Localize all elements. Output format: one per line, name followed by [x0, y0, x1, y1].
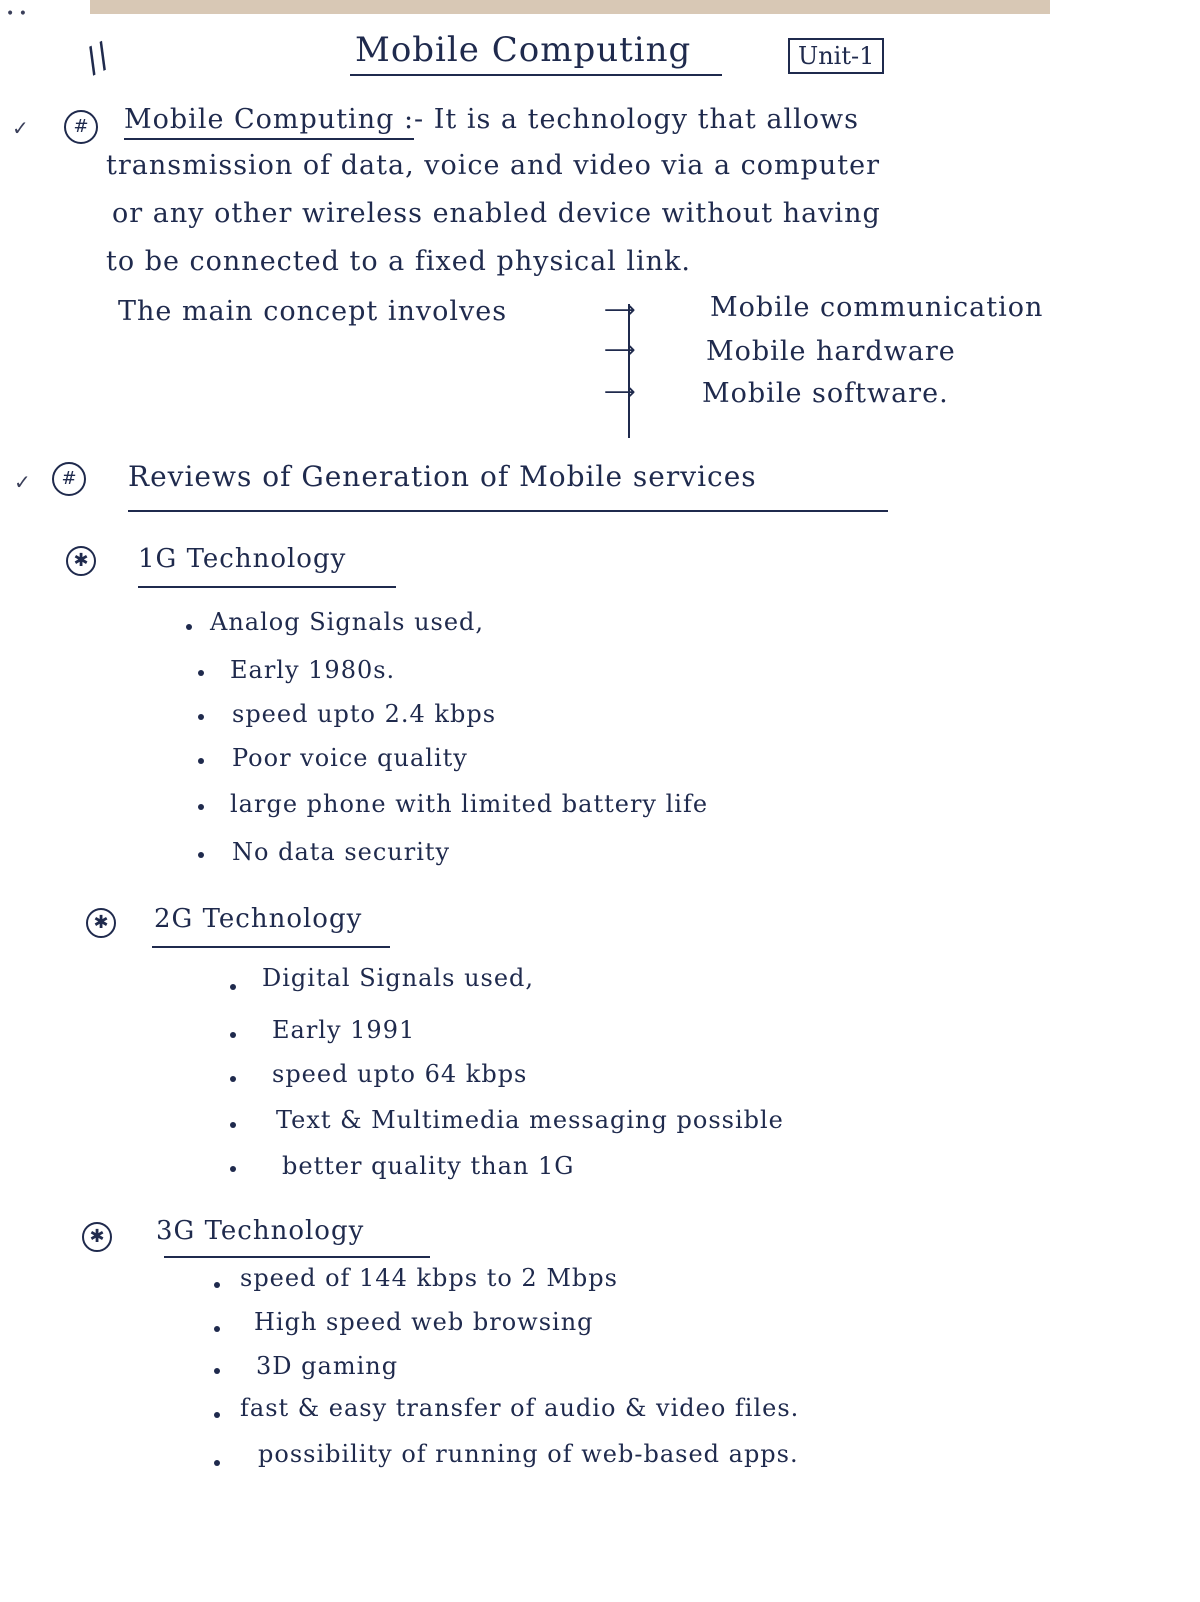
gen-2g-point: Text & Multimedia messaging possible: [276, 1106, 784, 1134]
bullet-dot: [198, 670, 204, 676]
asterisk-bullet-icon: ✱: [86, 908, 116, 938]
gen-2g-point: Early 1991: [272, 1016, 416, 1044]
margin-tick-icon: ✓: [12, 116, 29, 140]
gen-1g-point: speed upto 2.4 kbps: [232, 700, 497, 728]
definition-line-4: to be connected to a fixed physical link.: [106, 246, 692, 277]
arrow-right-icon: ⟶: [604, 380, 636, 405]
bullet-dot: [230, 1076, 236, 1082]
concept-item-communication: Mobile communication: [710, 292, 1044, 323]
concept-item-software: Mobile software.: [702, 378, 949, 409]
gen-3g-point: 3D gaming: [256, 1352, 399, 1380]
page-title: Mobile Computing: [355, 30, 692, 70]
bullet-dot: [214, 1412, 220, 1418]
bullet-dot: [186, 624, 192, 630]
bullet-dot: [198, 852, 204, 858]
concepts-intro: The main concept involves: [118, 296, 508, 327]
reviews-heading: Reviews of Generation of Mobile services: [128, 460, 757, 493]
tape-strip: [90, 0, 1050, 14]
definition-line-1: Mobile Computing :- It is a technology that allows: [124, 104, 859, 135]
gen-2g-point: speed upto 64 kbps: [272, 1060, 528, 1088]
gen-3g-point: fast & easy transfer of audio & video files.: [240, 1394, 800, 1422]
gen-2g-point: Digital Signals used,: [262, 964, 535, 992]
gen-2g-title: 2G Technology: [154, 904, 363, 934]
gen-2g-underline: [152, 946, 390, 948]
gen-1g-point: No data security: [232, 838, 451, 866]
bullet-dot: [198, 714, 204, 720]
gen-3g-point: High speed web browsing: [254, 1308, 594, 1336]
bullet-dot: [230, 1032, 236, 1038]
definition-line-2: transmission of data, voice and video via a computer: [106, 150, 881, 181]
definition-line-3: or any other wireless enabled device without having: [112, 198, 881, 229]
gen-1g-point: large phone with limited battery life: [230, 790, 709, 818]
gen-3g-point: speed of 144 kbps to 2 Mbps: [240, 1264, 618, 1292]
double-slash-mark: //: [78, 35, 117, 81]
definition-term-underline: [124, 138, 414, 140]
arrow-right-icon: ⟶: [604, 338, 636, 363]
asterisk-bullet-icon: ✱: [82, 1222, 112, 1252]
bullet-dot: [230, 1166, 236, 1172]
bullet-dot: [198, 758, 204, 764]
reviews-heading-underline: [128, 510, 888, 512]
gen-1g-point: Poor voice quality: [232, 744, 468, 772]
bullet-dot: [198, 804, 204, 810]
asterisk-bullet-icon: ✱: [66, 546, 96, 576]
bullet-dot: [214, 1368, 220, 1374]
title-underline: [350, 74, 722, 76]
arrow-right-icon: ⟶: [604, 298, 636, 323]
unit-badge: Unit-1: [788, 38, 884, 74]
gen-2g-point: better quality than 1G: [282, 1152, 575, 1180]
hash-bullet-icon: #: [52, 462, 86, 496]
gen-1g-point: Early 1980s.: [230, 656, 396, 684]
bullet-dot: [214, 1282, 220, 1288]
bullet-dot: [214, 1460, 220, 1466]
hash-bullet-icon: #: [64, 110, 98, 144]
concept-item-hardware: Mobile hardware: [706, 336, 956, 367]
gen-1g-point: Analog Signals used,: [210, 608, 485, 636]
margin-dots: • •: [6, 6, 27, 22]
bullet-dot: [230, 1122, 236, 1128]
gen-3g-point: possibility of running of web-based apps.: [258, 1440, 799, 1468]
margin-tick-icon: ✓: [14, 470, 31, 494]
gen-1g-title: 1G Technology: [138, 544, 347, 574]
bullet-dot: [214, 1326, 220, 1332]
concept-branch-line: [628, 304, 630, 438]
gen-1g-underline: [138, 586, 396, 588]
gen-3g-underline: [164, 1256, 430, 1258]
gen-3g-title: 3G Technology: [156, 1216, 365, 1246]
bullet-dot: [230, 984, 236, 990]
